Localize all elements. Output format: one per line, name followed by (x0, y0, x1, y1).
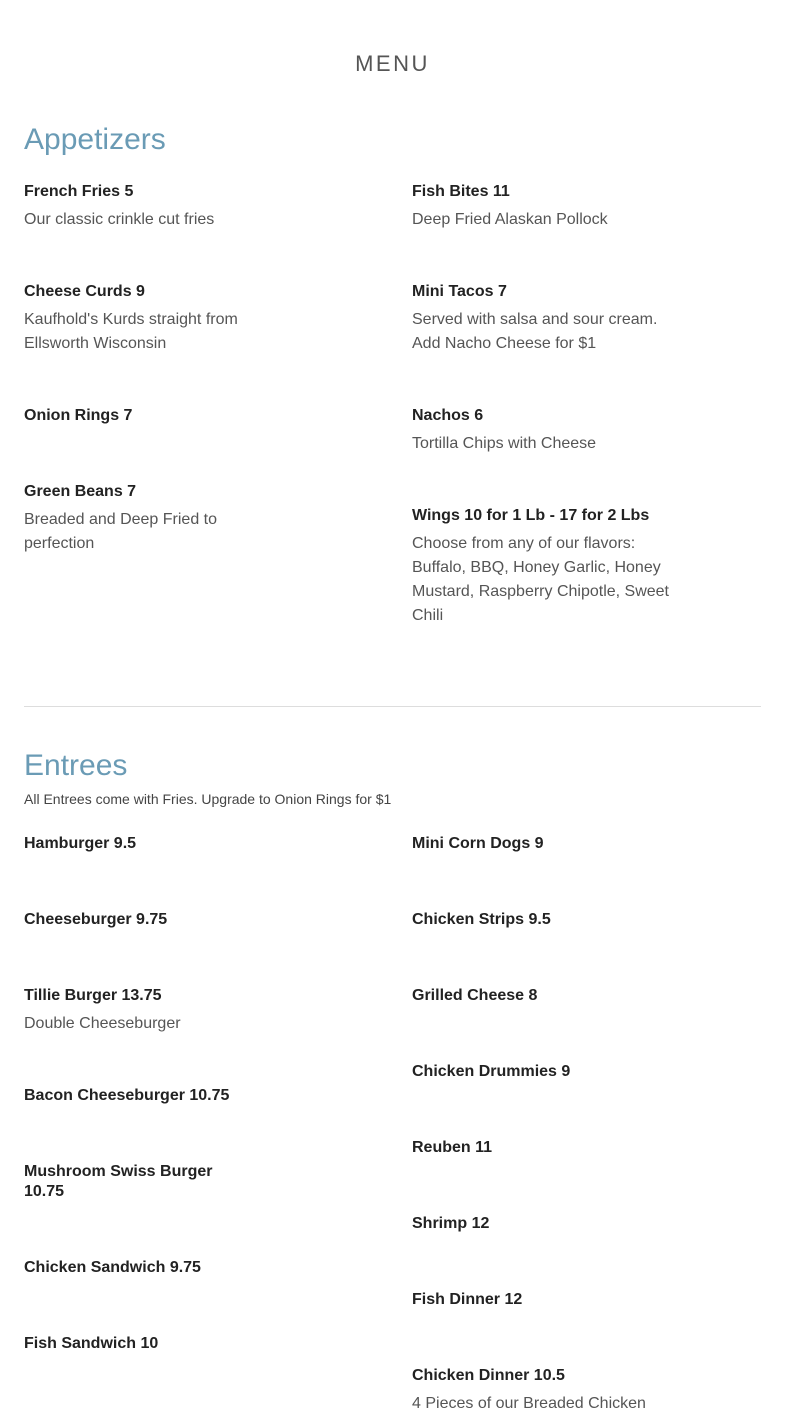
item-name: Chicken Strips 9.5 (412, 911, 551, 928)
item-name: Wings 10 for 1 Lb - 17 for 2 Lbs (412, 507, 650, 524)
menu-item-reuben (412, 1138, 672, 1158)
entrees-note: All Entrees come with Fries. Upgrade to Onion Rings for $1 (24, 791, 392, 807)
menu-item-hamburger (24, 834, 284, 854)
menu-item-mushroom-swiss-burger (24, 1162, 234, 1202)
menu-item-chicken-sandwich (24, 1258, 284, 1278)
item-name: Hamburger 9.5 (24, 835, 137, 852)
item-description: Served with salsa and sour cream. Add Nacho Cheese for $1 (412, 311, 658, 352)
section-divider (24, 706, 761, 707)
menu-item-fish-bites (412, 182, 672, 232)
item-description: Our classic crinkle cut fries (24, 211, 215, 228)
menu-item-mini-tacos (412, 282, 672, 356)
item-name: Chicken Drummies 9 (412, 1063, 571, 1080)
menu-item-bacon-cheeseburger (24, 1086, 284, 1106)
item-name: Nachos 6 (412, 407, 484, 424)
menu-item-shrimp (412, 1214, 672, 1234)
menu-item-green-beans (24, 482, 284, 556)
appetizers-heading: Appetizers (24, 123, 166, 156)
item-name: Mini Tacos 7 (412, 283, 507, 300)
item-description: Tortilla Chips with Cheese (412, 435, 597, 452)
menu-item-cheese-curds (24, 282, 284, 356)
menu-item-nachos (412, 406, 672, 456)
item-name: Onion Rings 7 (24, 407, 133, 424)
item-name: Mini Corn Dogs 9 (412, 835, 544, 852)
item-name: Shrimp 12 (412, 1215, 490, 1232)
item-name: Fish Bites 11 (412, 183, 510, 200)
item-description: Choose from any of our flavors: Buffalo, BBQ, Honey Garlic, Honey Mustard, Raspberry Chipotle, Sweet Chili (412, 535, 669, 624)
item-description: 4 Pieces of our Breaded Chicken (412, 1395, 646, 1412)
menu-item-chicken-dinner (412, 1366, 672, 1416)
item-name: Cheeseburger 9.75 (24, 911, 168, 928)
item-name: Bacon Cheeseburger 10.75 (24, 1087, 230, 1104)
item-name: Fish Sandwich 10 (24, 1335, 159, 1352)
item-name: Grilled Cheese 8 (412, 987, 538, 1004)
menu-item-cheeseburger (24, 910, 284, 930)
item-description: Kaufhold's Kurds straight from Ellsworth Wisconsin (24, 311, 238, 352)
item-description: Deep Fried Alaskan Pollock (412, 211, 608, 228)
menu-item-chicken-strips (412, 910, 672, 930)
menu-item-chicken-drummies (412, 1062, 672, 1082)
item-description: Breaded and Deep Fried to perfection (24, 511, 218, 552)
item-name: Tillie Burger 13.75 (24, 987, 162, 1004)
item-name: Green Beans 7 (24, 483, 137, 500)
menu-item-tillie-burger (24, 986, 284, 1036)
entrees-heading: Entrees (24, 749, 128, 782)
item-name: Reuben 11 (412, 1139, 493, 1156)
menu-item-french-fries (24, 182, 284, 232)
item-name: Chicken Dinner 10.5 (412, 1367, 565, 1384)
menu-item-fish-dinner (412, 1290, 672, 1310)
menu-item-fish-sandwich (24, 1334, 284, 1354)
menu-item-wings (412, 506, 672, 628)
menu-item-mini-corn-dogs (412, 834, 672, 854)
item-name: Chicken Sandwich 9.75 (24, 1259, 201, 1276)
item-name: Fish Dinner 12 (412, 1291, 523, 1308)
item-name: Cheese Curds 9 (24, 283, 145, 300)
item-description: Double Cheeseburger (24, 1015, 181, 1032)
item-name: French Fries 5 (24, 183, 134, 200)
menu-item-onion-rings (24, 406, 284, 426)
menu-item-grilled-cheese (412, 986, 672, 1006)
menu-title: MENU (355, 51, 430, 76)
item-name: Mushroom Swiss Burger 10.75 (24, 1163, 213, 1200)
